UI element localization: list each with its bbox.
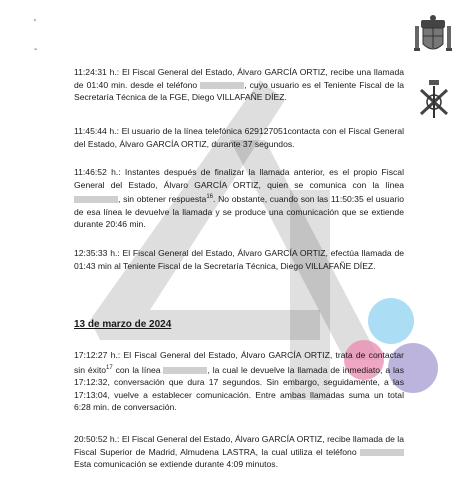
entry-time: 12:35:33 h.: [74, 248, 120, 258]
entry-4-paragraph [74, 247, 404, 272]
entry-text: El Fiscal General del Estado, Álvaro GARCÍA ORTIZ, efectúa llamada de 01:43 min al Teniente Fiscal de la Secretaría Técnica, Diego VILLAFAÑE DÍEZ. [74, 248, 405, 271]
entry-time: 11:45:44 h.: [74, 126, 119, 136]
margin-mark-mid: - [34, 44, 38, 55]
entry-text: El usuario de la línea telefónica 629127051contacta con el Fiscal General del Estado, Álvaro GARCÍA ORTIZ, durante 37 segundos. [74, 126, 405, 149]
entry-5-paragraph [74, 349, 404, 414]
margin-mark-top: ' [34, 18, 36, 29]
entry-text: El Fiscal General del Estado, Álvaro GARCÍA ORTIZ, trata de contactar sin éxito [74, 350, 404, 375]
redacted-phone [200, 82, 244, 89]
coat-of-arms-logo [413, 14, 453, 58]
entry-text: Instantes después de finalizar la llamada anterior, es el propio Fiscal General del Estado, Álvaro GARCÍA ORTIZ, quien se comunica con la línea [74, 167, 404, 190]
entry-2-paragraph [74, 125, 404, 150]
footnote-ref: 16 [206, 194, 214, 201]
entry-text: . No obstante, cuando son las 11:50:35 el usuario de esa línea le devuelve la llamada y se produce una comunicación que se extiende durante 20:46 min. [74, 194, 404, 230]
entry-text: El Fiscal General del Estado, Álvaro GARCÍA ORTIZ, recibe llamada de la Fiscal Superior de Madrid, Almudena LASTRA, la cual utiliza el teléfono [74, 434, 404, 457]
section-date-heading: 13 de marzo de 2024 [74, 319, 172, 330]
entry-text: El Fiscal General del Estado, Álvaro GARCÍA ORTIZ, recibe una llamada de 01:40 min. desde el teléfono [74, 67, 405, 90]
entry-time: 20:50:52 h.: [74, 434, 120, 444]
decorative-circle-blue [368, 298, 414, 344]
entry-text: , la cual le devuelve la llamada de inmediato, a las 17:12:32, conversación que dura 17 segundos. Sin embargo, seguidamente, a las 17:13:04, vuelve a establecer comunicación. Entre ambas llamadas suma un total 6:28 min. de conversación. [74, 364, 404, 413]
entry-time: 17:12:27 h.: [74, 350, 121, 360]
institution-emblem-logo [415, 78, 453, 122]
footnote-ref: 17 [106, 364, 113, 371]
entry-time: 11:24:31 h.: [74, 67, 120, 77]
redacted-phone [163, 367, 207, 374]
redacted-phone [360, 449, 404, 456]
entry-3-paragraph [74, 166, 404, 231]
entry-time: 11:46:52 h.: [74, 167, 121, 177]
entry-1-paragraph [74, 66, 404, 104]
entry-6-paragraph [74, 433, 404, 471]
entry-text: Esta comunicación se extiende durante 4:09 minutos. [74, 459, 278, 470]
entry-text: , cuyo usuario es el Teniente Fiscal de la Secretaría Técnica de la FGE, Diego VILLAFAÑE DÍEZ. [74, 79, 404, 103]
redacted-phone [74, 196, 118, 203]
entry-text: con la línea [112, 364, 161, 375]
entry-text: , sin obtener respuesta [118, 194, 207, 205]
